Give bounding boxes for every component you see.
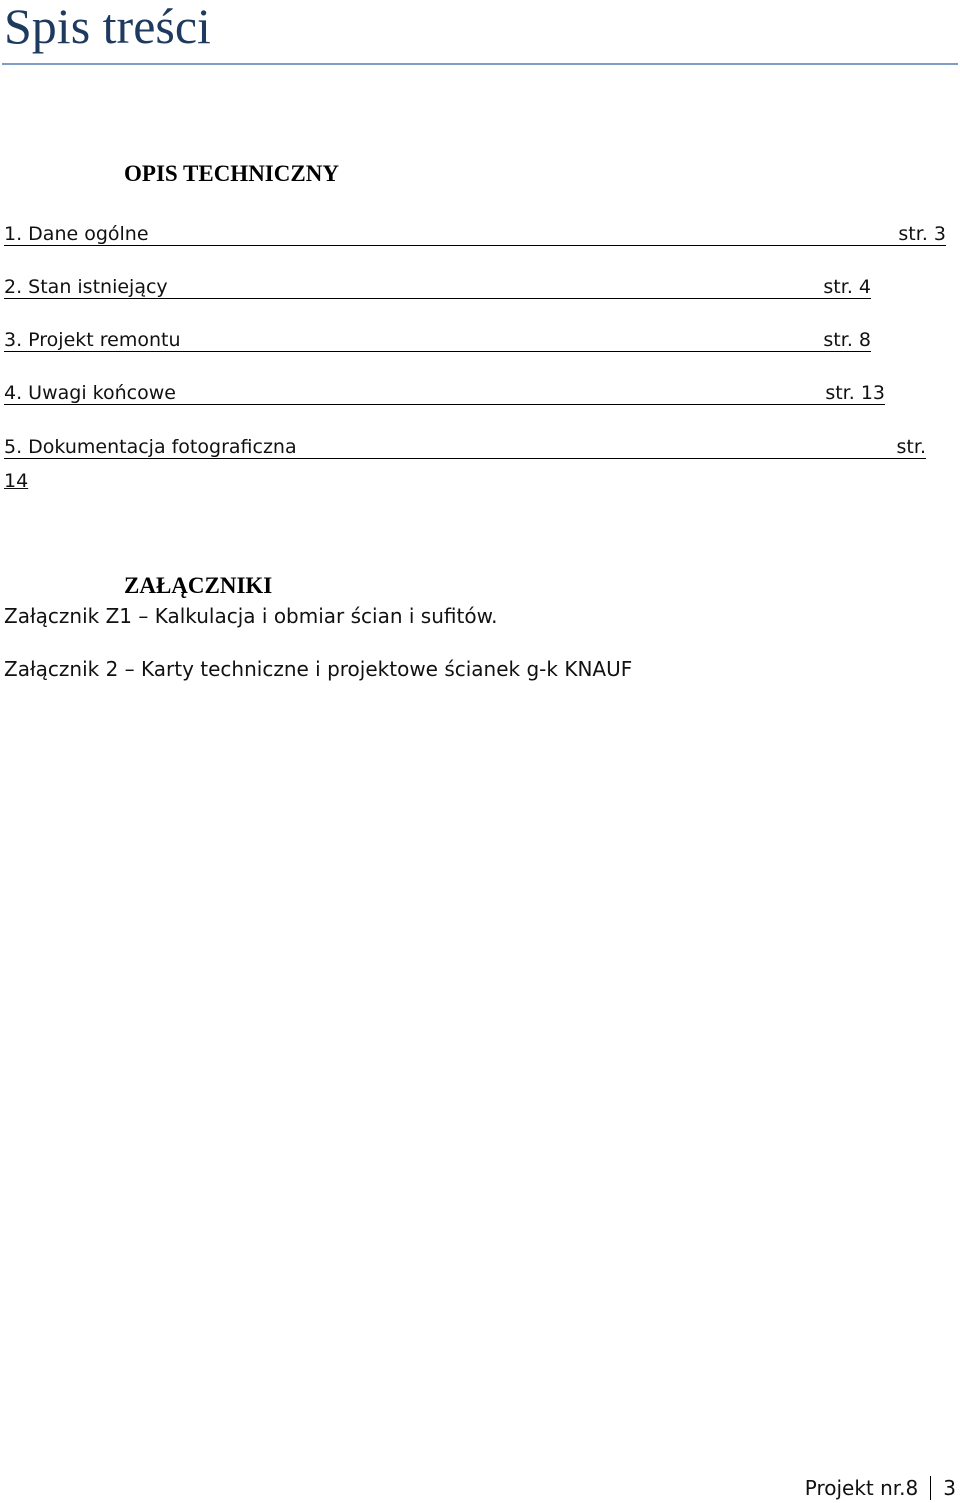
page-title: Spis treści: [4, 0, 211, 54]
toc-entry[interactable]: [4, 326, 871, 354]
attachment-item: Załącznik 2 – Karty techniczne i projektowe ścianek g-k KNAUF: [4, 657, 633, 681]
toc-entry-page: str. 8: [823, 329, 871, 351]
toc-entry-page: str. 4: [823, 276, 871, 298]
toc-entry-label: 5. Dokumentacja fotograficzna: [4, 436, 297, 458]
toc-entry-page: str.: [896, 436, 926, 458]
footer-page-number: 3: [943, 1476, 956, 1500]
toc-entry-label: 3. Projekt remontu: [4, 329, 181, 351]
toc-entry-label: 4. Uwagi końcowe: [4, 382, 176, 404]
page-footer: [805, 1474, 956, 1502]
toc-entry[interactable]: [4, 220, 946, 248]
toc-entry[interactable]: [4, 433, 926, 461]
toc-entry-page: str. 3: [898, 223, 946, 245]
toc-entry-label: 1. Dane ogólne: [4, 223, 149, 245]
toc-entry-page: str. 13: [825, 382, 885, 404]
toc-entry[interactable]: [4, 273, 871, 301]
toc-entry-page-wrap[interactable]: 14: [4, 470, 29, 492]
footer-project-label: Projekt nr.8: [804, 1476, 919, 1500]
toc-entry[interactable]: [4, 379, 885, 407]
title-divider: [2, 63, 958, 65]
technical-description-heading: OPIS TECHNICZNY: [124, 161, 339, 186]
toc-entry-label: 2. Stan istniejący: [4, 276, 168, 298]
footer-separator: [930, 1476, 931, 1500]
attachments-heading: ZAŁĄCZNIKI: [124, 573, 273, 598]
attachment-item: Załącznik Z1 – Kalkulacja i obmiar ścian i sufitów.: [4, 604, 498, 628]
